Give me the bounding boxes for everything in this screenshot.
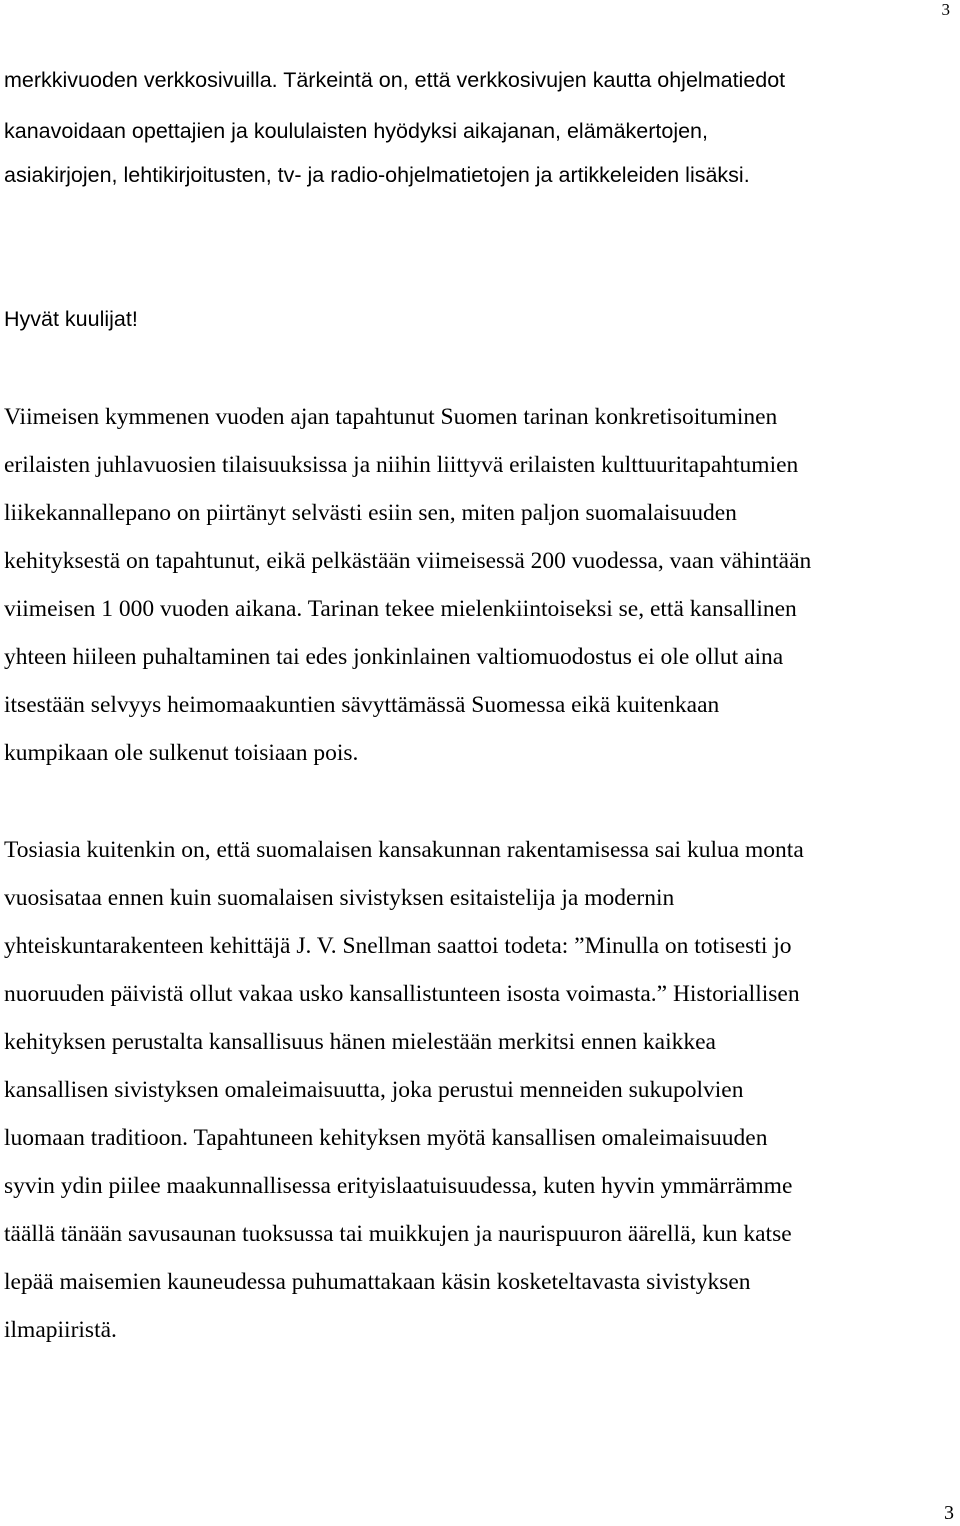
paragraph-line: kehityksestä on tapahtunut, eikä pelkästään viimeisessä 200 vuodessa, vaan vähintään bbox=[4, 548, 812, 574]
paragraph-line: vuosisataa ennen kuin suomalaisen sivistyksen esitaistelija ja modernin bbox=[4, 885, 675, 911]
paragraph-line: ilmapiiristä. bbox=[4, 1317, 117, 1343]
paragraph-line: yhteen hiileen puhaltaminen tai edes jonkinlainen valtiomuodostus ei ole ollut aina bbox=[4, 644, 784, 670]
paragraph-line: viimeisen 1 000 vuoden aikana. Tarinan tekee mielenkiintoiseksi se, että kansallinen bbox=[4, 596, 797, 622]
paragraph-line: yhteiskuntarakenteen kehittäjä J. V. Snellman saattoi todeta: ”Minulla on totisesti jo bbox=[4, 933, 792, 959]
intro-line: asiakirjojen, lehtikirjoitusten, tv- ja radio-ohjelmatietojen ja artikkeleiden lisäksi. bbox=[4, 163, 750, 187]
paragraph-line: luomaan traditioon. Tapahtuneen kehityksen myötä kansallisen omaleimaisuuden bbox=[4, 1125, 768, 1151]
paragraph-line: kumpikaan ole sulkenut toisiaan pois. bbox=[4, 740, 359, 766]
paragraph-line: erilaisten juhlavuosien tilaisuuksissa ja niihin liittyvä erilaisten kulttuuritapahtumien bbox=[4, 452, 799, 478]
paragraph-line: liikekannallepano on piirtänyt selvästi esiin sen, miten paljon suomalaisuuden bbox=[4, 500, 737, 526]
paragraph-line: Viimeisen kymmenen vuoden ajan tapahtunut Suomen tarinan konkretisoituminen bbox=[4, 404, 778, 430]
paragraph-line: kansallisen sivistyksen omaleimaisuutta, joka perustui menneiden sukupolvien bbox=[4, 1077, 744, 1103]
paragraph-line: itsestään selvyys heimomaakuntien sävyttämässä Suomessa eikä kuitenkaan bbox=[4, 692, 720, 718]
paragraph-line: nuoruuden päivistä ollut vakaa usko kansallistunteen isosta voimasta.” Historiallisen bbox=[4, 981, 800, 1007]
intro-line: kanavoidaan opettajien ja koululaisten hyödyksi aikajanan, elämäkertojen, bbox=[4, 119, 708, 143]
paragraph-line: lepää maisemien kauneudessa puhumattakaan käsin kosketeltavasta sivistyksen bbox=[4, 1269, 751, 1295]
intro-line: merkkivuoden verkkosivuilla. Tärkeintä on, että verkkosivujen kautta ohjelmatiedot bbox=[4, 68, 786, 92]
page-number-bottom: 3 bbox=[944, 1502, 954, 1524]
page-number-top: 3 bbox=[941, 0, 950, 19]
greeting: Hyvät kuulijat! bbox=[4, 307, 138, 331]
paragraph-line: syvin ydin piilee maakunnallisessa erityislaatuisuudessa, kuten hyvin ymmärrämme bbox=[4, 1173, 793, 1199]
paragraph-line: täällä tänään savusaunan tuoksussa tai muikkujen ja naurispuuron äärellä, kun katse bbox=[4, 1221, 792, 1247]
paragraph-line: Tosiasia kuitenkin on, että suomalaisen kansakunnan rakentamisessa sai kulua monta bbox=[4, 837, 804, 863]
paragraph-line: kehityksen perustalta kansallisuus hänen mielestään merkitsi ennen kaikkea bbox=[4, 1029, 716, 1055]
